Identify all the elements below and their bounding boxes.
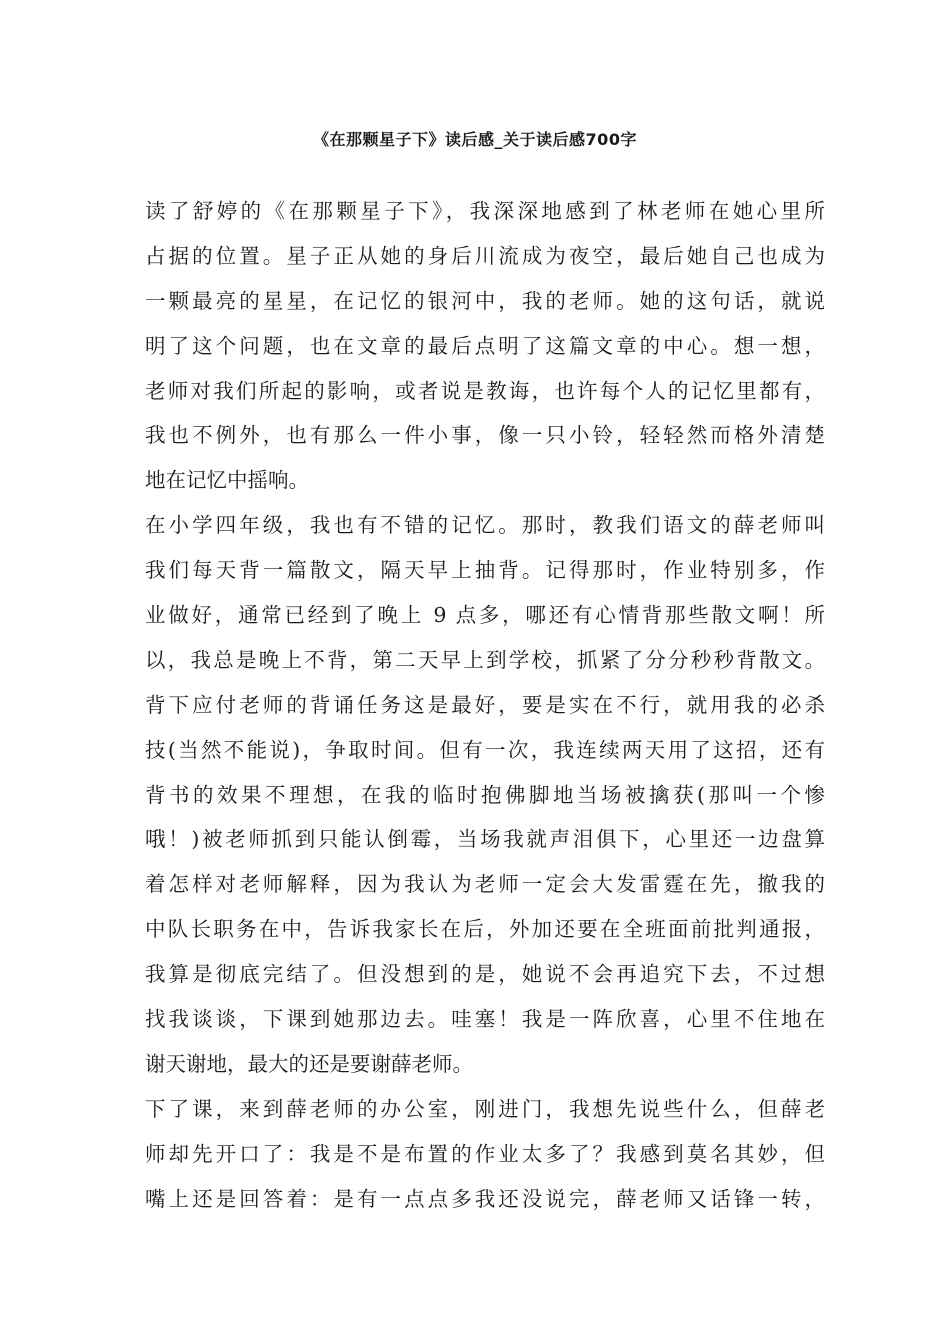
paragraph-2-line: 我算是彻底完结了。但没想到的是，她说不会再追究下去，不过想 xyxy=(145,962,825,987)
paragraph-2-line: 在小学四年级，我也有不错的记忆。那时，教我们语文的薛老师叫 xyxy=(145,513,825,538)
paragraph-1-line: 地在记忆中摇响。 xyxy=(145,468,309,493)
paragraph-2-line: 找我谈谈，下课到她那边去。哇塞！我是一阵欣喜，心里不住地在 xyxy=(145,1007,825,1032)
paragraph-2-line: 业做好，通常已经到了晚上 9 点多，哪还有心情背那些散文啊！所 xyxy=(145,603,825,628)
paragraph-3-line: 嘴上还是回答着：是有一点点多我还没说完，薛老师又话锋一转， xyxy=(145,1186,825,1211)
paragraph-3-line: 下了课，来到薛老师的办公室，刚进门，我想先说些什么，但薛老 xyxy=(145,1096,825,1121)
paragraph-2-line: 以，我总是晚上不背，第二天早上到学校，抓紧了分分秒秒背散文。 xyxy=(145,647,825,672)
paragraph-2-line: 谢天谢地，最大的还是要谢薛老师。 xyxy=(145,1051,473,1076)
document-body xyxy=(145,189,825,1221)
paragraph-1-line: 明了这个问题，也在文章的最后点明了这篇文章的中心。想一想， xyxy=(145,333,825,358)
paragraph-2-line: 哦！)被老师抓到只能认倒霉，当场我就声泪俱下，心里还一边盘算 xyxy=(145,827,825,852)
paragraph-2-line: 着怎样对老师解释，因为我认为老师一定会大发雷霆在先，撤我的 xyxy=(145,872,825,897)
paragraph-2-line: 技(当然不能说)，争取时间。但有一次，我连续两天用了这招，还有 xyxy=(145,737,825,762)
paragraph-1-line: 老师对我们所起的影响，或者说是教诲，也许每个人的记忆里都有， xyxy=(145,378,825,403)
paragraph-2-line: 背下应付老师的背诵任务这是最好，要是实在不行，就用我的必杀 xyxy=(145,692,825,717)
paragraph-2-line: 我们每天背一篇散文，隔天早上抽背。记得那时，作业特别多，作 xyxy=(145,558,825,583)
paragraph-2-line: 背书的效果不理想，在我的临时抱佛脚地当场被擒获(那叫一个惨 xyxy=(145,782,825,807)
paragraph-1-line: 一颗最亮的星星，在记忆的银河中，我的老师。她的这句话，就说 xyxy=(145,288,825,313)
paragraph-1-line: 我也不例外，也有那么一件小事，像一只小铃，轻轻然而格外清楚 xyxy=(145,423,825,448)
paragraph-3-line: 师却先开口了：我是不是布置的作业太多了？我感到莫名其妙，但 xyxy=(145,1141,825,1166)
paragraph-1-line: 占据的位置。星子正从她的身后川流成为夜空，最后她自己也成为 xyxy=(145,243,825,268)
document-title: 《在那颗星子下》读后感_关于读后感700字 xyxy=(313,130,637,149)
paragraph-1-line: 读了舒婷的《在那颗星子下》，我深深地感到了林老师在她心里所 xyxy=(145,199,825,223)
paragraph-2-line: 中队长职务在中，告诉我家长在后，外加还要在全班面前批判通报， xyxy=(145,917,825,942)
